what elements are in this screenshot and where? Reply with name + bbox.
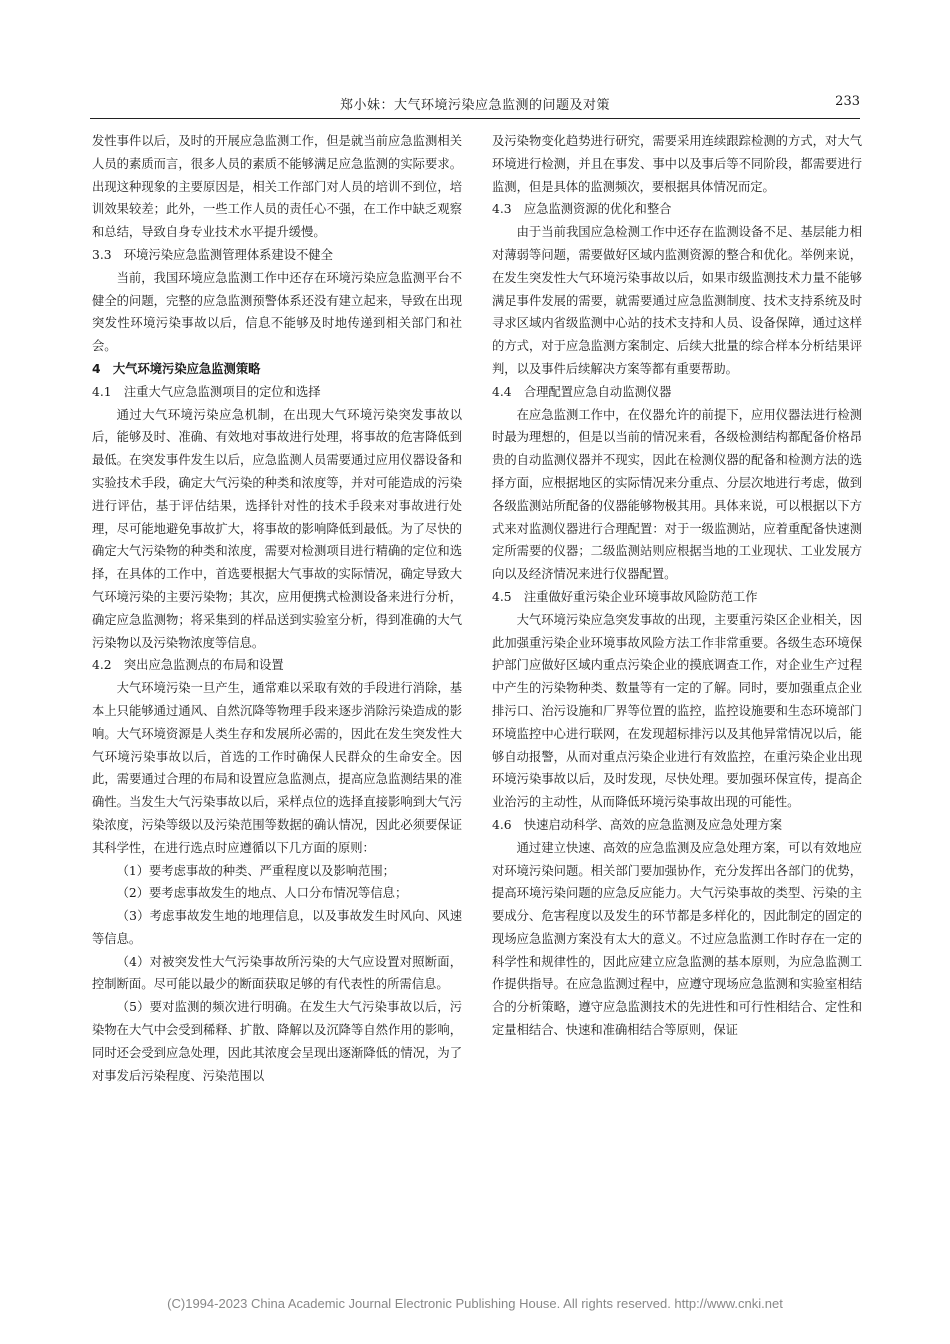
paragraph: 大气环境污染应急突发事故的出现，主要重污染区企业相关，因此加强重污染企业环境事故风险方法工作非常重要。各级生态环境保护部门应做好区域内重点污染企业的摸底调查工作，对企业生产过程中产生的污染物种类、数量等有一定的了解。同时，要加强重点企业排污口、治污设施和厂界等位置的监控，监控设施要和生态环境部门环境监控中心进行联网，在发现超标排污以及其他异常情况以后，能够自动报警，从而对重点污染企业进行有效监控，在重污染企业出现环境污染事故以后，及时发现，尽快处理。要加强环保宣传，提高企业治污的主动性，从而降低环境污染事故出现的可能性。 (492, 612, 862, 810)
copyright-footer: (C)1994-2023 China Academic Journal Electronic Publishing House. All rights reserved. http://www.cnki.net (167, 1296, 783, 1311)
paragraph: 当前，我国环境应急监测工作中还存在环境污染应急监测平台不健全的问题，完整的应急监测预警体系还没有建立起来，导致在出现突发性环境污染事故以后，信息不能够及时地传递到相关部门和社会。 (92, 270, 462, 354)
paragraph: 通过建立快速、高效的应急监测及应急处理方案，可以有效地应对环境污染问题。相关部门要加强协作，充分发挥出各部门的优势，提高环境污染问题的应急反应能力。大气污染事故的类型、污染的主要成分、危害程度以及发生的环节都是多样化的，因此制定的固定的现场应急监测方案没有太大的意义。不过应急监测工作时存在一定的科学性和规律性的，因此应建立应急监测的基本原则，为应急监测工作提供指导。在应急监测过程中，应遵守现场应急监测和实验室相结合的分析策略，遵守应急监测技术的先进性和可行性相结合、定性和定量相结合、快速和准确相结合等原则，保证 (492, 840, 862, 1038)
paragraph: 发性事件以后，及时的开展应急监测工作，但是就当前应急监测相关人员的素质而言，很多人员的素质不能够满足应急监测的实际要求。出现这种现象的主要原因是，相关工作部门对人员的培训不到位，培训效果较差；此外，一些工作人员的责任心不强，在工作中缺乏观察和总结，导致自身专业技术水平提升缓慢。 (92, 134, 462, 240)
running-title: 郑小妹：大气环境污染应急监测的问题及对策 (339, 98, 610, 113)
section-heading-4-6: 4.6 快速启动科学、高效的应急监测及应急处理方案 (492, 817, 783, 832)
paragraph: 由于当前我国应急检测工作中还存在监测设备不足、基层能力相对薄弱等问题，需要做好区域内监测资源的整合和优化。举例来说，在发生突发性大气环境污染事故以后，如果市级监测技术力量不能够满足事件发展的需要，就需要通过应急监测制度、技术支持系统及时寻求区域内省级监测中心站的技术支持和人员、设备保障，通过这样的方式，对于应急监测方案制定、后续大批量的综合样本分析结果评判，以及事件后续解决方案等都有重要帮助。 (492, 225, 862, 376)
left-column (92, 130, 462, 1087)
running-header (90, 88, 860, 119)
section-heading-4-2: 4.2 突出应急监测点的布局和设置 (92, 658, 284, 673)
list-item: （4）对被突发性大气污染事故所污染的大气应设置对照断面，控制断面。尽可能以最少的断面获取足够的有代表性的所需信息。 (92, 954, 462, 992)
list-item: （3）考虑事故发生地的地理信息，以及事故发生时风向、风速等信息。 (92, 909, 462, 946)
section-heading-4-4: 4.4 合理配置应急自动监测仪器 (492, 384, 672, 399)
paragraph: 通过大气环境污染应急机制，在出现大气环境污染突发事故以后，能够及时、准确、有效地对事故进行处理，将事故的危害降低到最低。在突发事件发生以后，应急监测人员需要通过应用仪器设备和实验技术手段，确定大气污染的种类和浓度等，并对可能造成的污染进行评估，基于评估结果，选择针对性的技术手段来对事故进行处理，尽可能地避免事故扩大，将事故的影响降低到最低。为了尽快的确定大气污染物的种类和浓度，需要对检测项目进行精确的定位和选择，在具体的工作中，首选要根据大气事故的实际情况，确定导致大气环境污染的主要污染物；其次，应用便携式检测设备来进行分析，确定应急监测物；将采集到的样品送到实验室分析，得到准确的大气污染物以及污染物浓度等信息。 (92, 407, 462, 650)
page-number: 233 (835, 94, 860, 109)
paragraph: 在应急监测工作中，在仪器允许的前提下，应用仪器法进行检测时最为理想的，但是以当前的情况来看，各级检测结构都配备价格昂贵的自动监测仪器并不现实，因此在检测仪器的配备和检测方法的选择方面，应根据地区的实际情况来分重点、分层次地进行考虑，做到各级监测站所配备的仪器能够物极其用。具体来说，可以根据以下方式来对监测仪器进行合理配置：对于一级监测站，应着重配备快速测定所需要的仪器；二级监测站则应根据当地的工业现状、工业发展方向以及经济情况来进行仪器配置。 (492, 407, 862, 582)
list-item: （5）要对监测的频次进行明确。在发生大气污染事故以后，污染物在大气中会受到稀释、扩散、降解以及沉降等自然作用的影响，同时还会受到应急处理，因此其浓度会呈现出逐渐降低的情况，为了对事发后污染程度、污染范围以 (92, 1000, 462, 1083)
list-item: （1）要考虑事故的种类、严重程度以及影响范围； (116, 863, 395, 878)
section-heading-4-3: 4.3 应急监测资源的优化和整合 (492, 202, 672, 217)
section-heading-4-5: 4.5 注重做好重污染企业环境事故风险防范工作 (492, 589, 758, 604)
paragraph: 大气环境污染一旦产生，通常难以采取有效的手段进行消除，基本上只能够通过通风、自然沉降等物理手段来逐步消除污染造成的影响。大气环境资源是人类生存和发展所必需的，因此在发生突发性大气环境污染事故以后，首选的工作时确保人民群众的生命安全。因此，需要通过合理的布局和设置应急监测点，提高应急监测结果的准确性。当发生大气污染事故以后，采样点位的选择直接影响到大气污染浓度，污染等级以及污染范围等数据的确认情况，因此必须要保证其科学性，在进行选点时应遵循以下几方面的原则： (92, 681, 462, 855)
section-heading-4: 4 大气环境污染应急监测策略 (92, 361, 261, 376)
section-heading-3-3: 3.3 环境污染应急监测管理体系建设不健全 (92, 247, 333, 262)
right-column (492, 130, 862, 1042)
section-heading-4-1: 4.1 注重大气应急监测项目的定位和选择 (92, 384, 321, 399)
paragraph: 及污染物变化趋势进行研究，需要采用连续跟踪检测的方式，对大气环境进行检测，并且在事发、事中以及事后等不同阶段，都需要进行监测，但是具体的监测频次，要根据具体情况而定。 (492, 134, 862, 194)
list-item: （2）要考虑事故发生的地点、人口分布情况等信息； (116, 886, 408, 901)
